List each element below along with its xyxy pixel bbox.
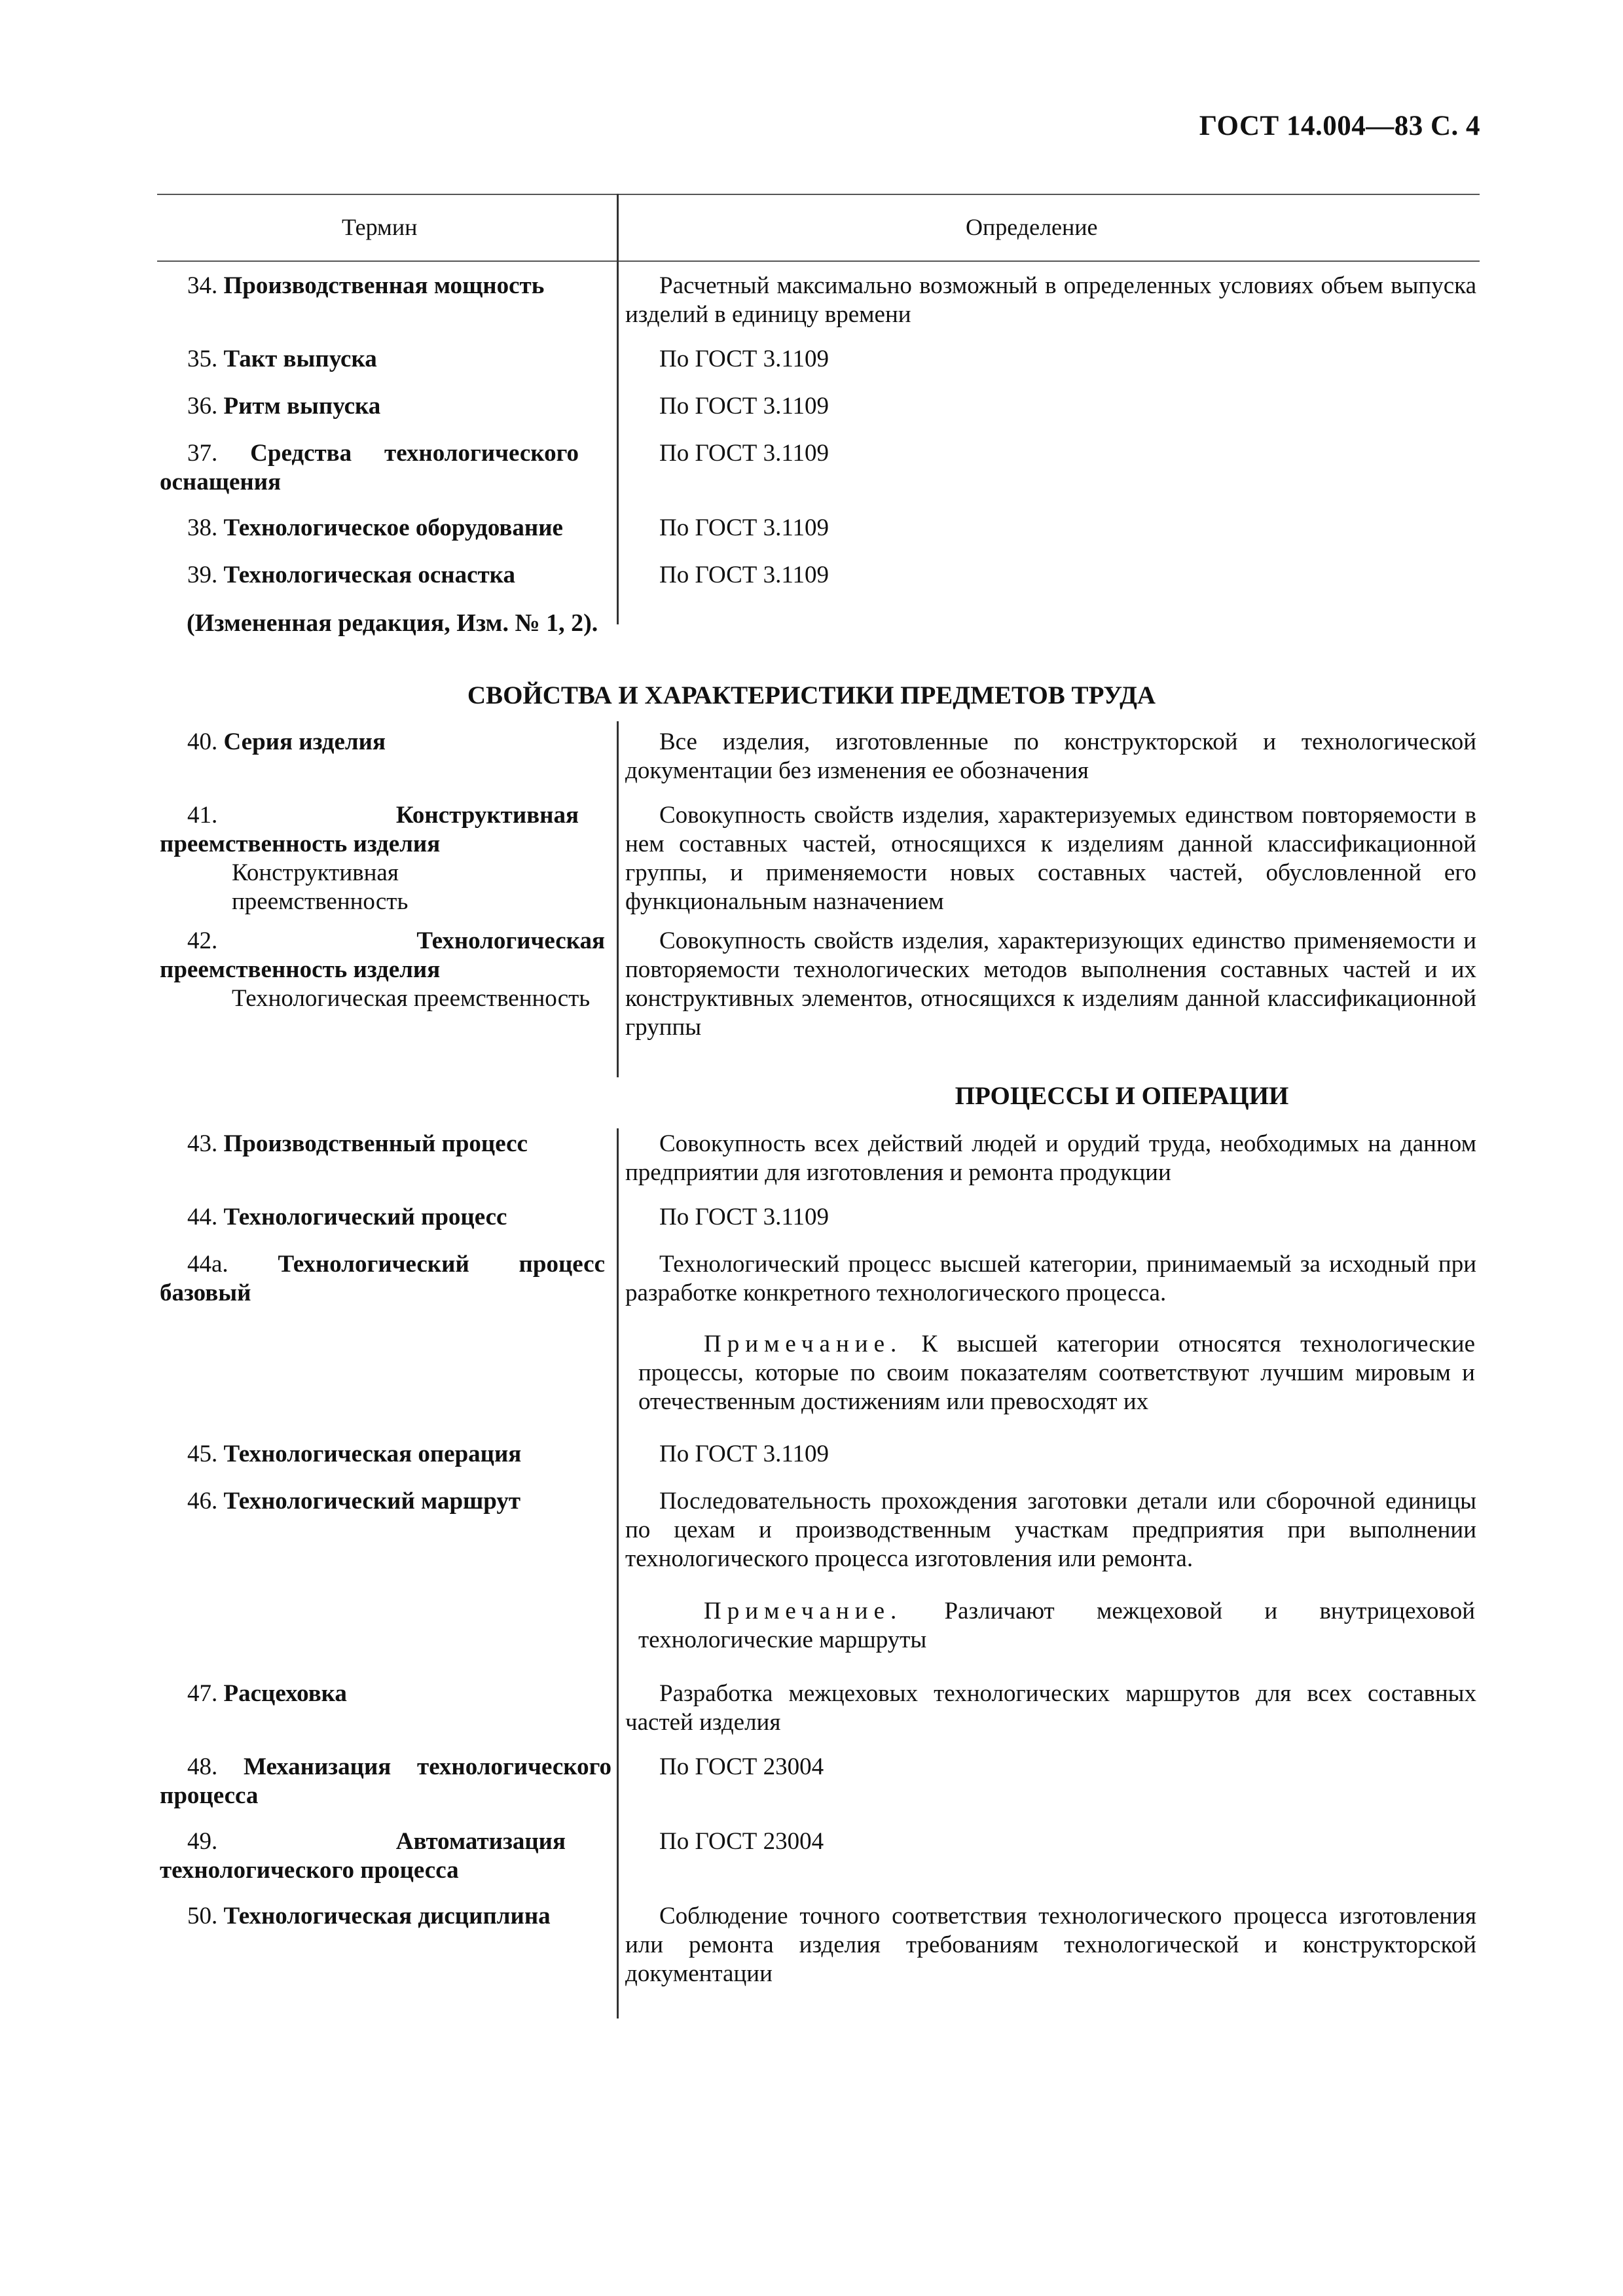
term-34	[160, 272, 605, 300]
term-number: 34.	[187, 272, 218, 299]
note-text: Различают межцеховой и внутрицеховой технологические маршруты	[638, 1598, 1475, 1653]
term-name: Технологическая преемственность изделия	[160, 927, 605, 983]
term-number: 50.	[187, 1903, 218, 1929]
term-number: 36.	[187, 393, 218, 420]
definition-42: Совокупность свойств изделия, характеризующих единство применяемости и повторяемости технологических методов выполнения составных частей и их конструктивных элементов, относящихся к изделиям данной классификационной группы	[625, 927, 1476, 1041]
note-label: Примечание.	[704, 1598, 903, 1624]
term-name: Технологический маршрут	[223, 1488, 521, 1515]
term-number: 44.	[187, 1204, 218, 1230]
definition-50: Соблюдение точного соответствия технологического процесса изготовления или ремонта изделия требованиям технологической и конструкторской документации	[625, 1903, 1476, 1987]
term-number: 43.	[187, 1130, 218, 1157]
term-name: Механизация технологического процесса	[160, 1753, 612, 1809]
term-name: Технологическая операция	[223, 1441, 522, 1467]
column-header-definition: Определение	[966, 214, 1098, 240]
term-number: 39.	[187, 562, 218, 588]
term-name: Конструктивная преемственность изделия	[160, 802, 579, 857]
term-39	[160, 561, 605, 590]
term-name: Производственная мощность	[223, 272, 545, 299]
term-name: Технологический процесс	[223, 1204, 507, 1230]
term-50	[160, 1902, 605, 1931]
term-44	[160, 1203, 605, 1232]
amendment-note: (Измененная редакция, Изм. № 1, 2).	[187, 609, 598, 637]
term-35	[160, 345, 605, 374]
table-top-rule	[157, 194, 1480, 195]
definition-49: По ГОСТ 23004	[659, 1828, 824, 1855]
term-number: 42.	[187, 927, 218, 954]
column-divider-3	[617, 1128, 619, 2018]
term-number: 46.	[187, 1488, 218, 1515]
term-name: Такт выпуска	[223, 346, 377, 372]
table-header-rule	[157, 260, 1480, 262]
definition-35: По ГОСТ 3.1109	[659, 346, 830, 372]
term-40	[160, 728, 605, 757]
definition-45: По ГОСТ 3.1109	[659, 1441, 830, 1467]
term-synonym: Технологическая преемственность	[232, 985, 591, 1012]
definition-48: По ГОСТ 23004	[659, 1753, 824, 1780]
term-number: 48.	[187, 1753, 218, 1780]
column-divider-1	[617, 194, 619, 624]
term-41	[160, 801, 579, 916]
term-name: Технологический процесс базовый	[160, 1251, 605, 1306]
term-49	[160, 1827, 566, 1885]
term-synonym: Конструктивная преемственность	[232, 859, 409, 915]
term-name: Расцеховка	[223, 1680, 347, 1707]
term-name: Технологическая дисциплина	[223, 1903, 551, 1929]
term-38	[160, 514, 605, 543]
term-47	[160, 1679, 605, 1708]
term-number: 49.	[187, 1828, 218, 1855]
definition-37: По ГОСТ 3.1109	[659, 440, 830, 467]
term-number: 37.	[187, 440, 218, 467]
note-text: К высшей категории относятся технологические процессы, которые по своим показателям соответствуют лучшим мировым и отечественным достижениям или превосходят их	[638, 1331, 1476, 1415]
term-name: Производственный процесс	[223, 1130, 528, 1157]
definition-44a: Технологический процесс высшей категории, принимаемый за исходный при разработке конкретного технологического процесса.	[625, 1251, 1476, 1306]
term-45	[160, 1440, 605, 1469]
term-name: Средства технологического оснащения	[160, 440, 579, 495]
section-heading-properties: СВОЙСТВА И ХАРАКТЕРИСТИКИ ПРЕДМЕТОВ ТРУДА	[467, 681, 1156, 709]
term-number: 35.	[187, 346, 218, 372]
note-46	[638, 1597, 1475, 1655]
term-44a	[160, 1250, 605, 1308]
definition-40: Все изделия, изготовленные по конструкторской и технологической документации без изменения ее обозначения	[625, 728, 1476, 784]
note-44a	[638, 1330, 1475, 1416]
term-name: Ритм выпуска	[223, 393, 381, 420]
term-number: 45.	[187, 1441, 218, 1467]
term-name: Технологическая оснастка	[223, 562, 515, 588]
definition-34: Расчетный максимально возможный в определенных условиях объем выпуска изделий в единицу времени	[625, 272, 1476, 328]
section-heading-processes: ПРОЦЕССЫ И ОПЕРАЦИИ	[955, 1082, 1289, 1110]
term-43	[160, 1130, 605, 1158]
term-48	[160, 1753, 611, 1810]
term-42	[160, 927, 605, 1013]
term-36	[160, 392, 605, 421]
definition-36: По ГОСТ 3.1109	[659, 393, 830, 420]
definition-39: По ГОСТ 3.1109	[659, 562, 830, 588]
column-divider-2	[617, 721, 619, 1077]
term-37	[160, 439, 579, 497]
definition-44: По ГОСТ 3.1109	[659, 1204, 830, 1230]
definition-47: Разработка межцеховых технологических маршрутов для всех составных частей изделия	[625, 1680, 1476, 1736]
term-number: 47.	[187, 1680, 218, 1707]
page-header: ГОСТ 14.004—83 С. 4	[1199, 111, 1480, 141]
term-name: Серия изделия	[223, 728, 386, 755]
term-number: 38.	[187, 514, 218, 541]
definition-38: По ГОСТ 3.1109	[659, 514, 830, 541]
term-number: 44а.	[187, 1251, 228, 1278]
column-header-term: Термин	[342, 214, 418, 240]
term-name: Технологическое оборудование	[223, 514, 563, 541]
term-number: 41.	[187, 802, 218, 829]
definition-41: Совокупность свойств изделия, характеризуемых единством повторяемости в нем составных частей, относящихся к изделиям данной классификационной группы, и применяемости новых составных частей, обусловленной его функциональным назначением	[625, 802, 1476, 915]
term-name: Автоматизация технологического процесса	[160, 1828, 566, 1884]
note-label: Примечание.	[704, 1331, 903, 1357]
term-number: 40.	[187, 728, 218, 755]
definition-43: Совокупность всех действий людей и орудий труда, необходимых на данном предприятии для изготовления и ремонта продукции	[625, 1130, 1476, 1186]
term-46	[160, 1487, 605, 1516]
definition-46: Последовательность прохождения заготовки детали или сборочной единицы по цехам и производственным участкам предприятия при выполнении технологического процесса изготовления или ремонта.	[625, 1488, 1476, 1572]
